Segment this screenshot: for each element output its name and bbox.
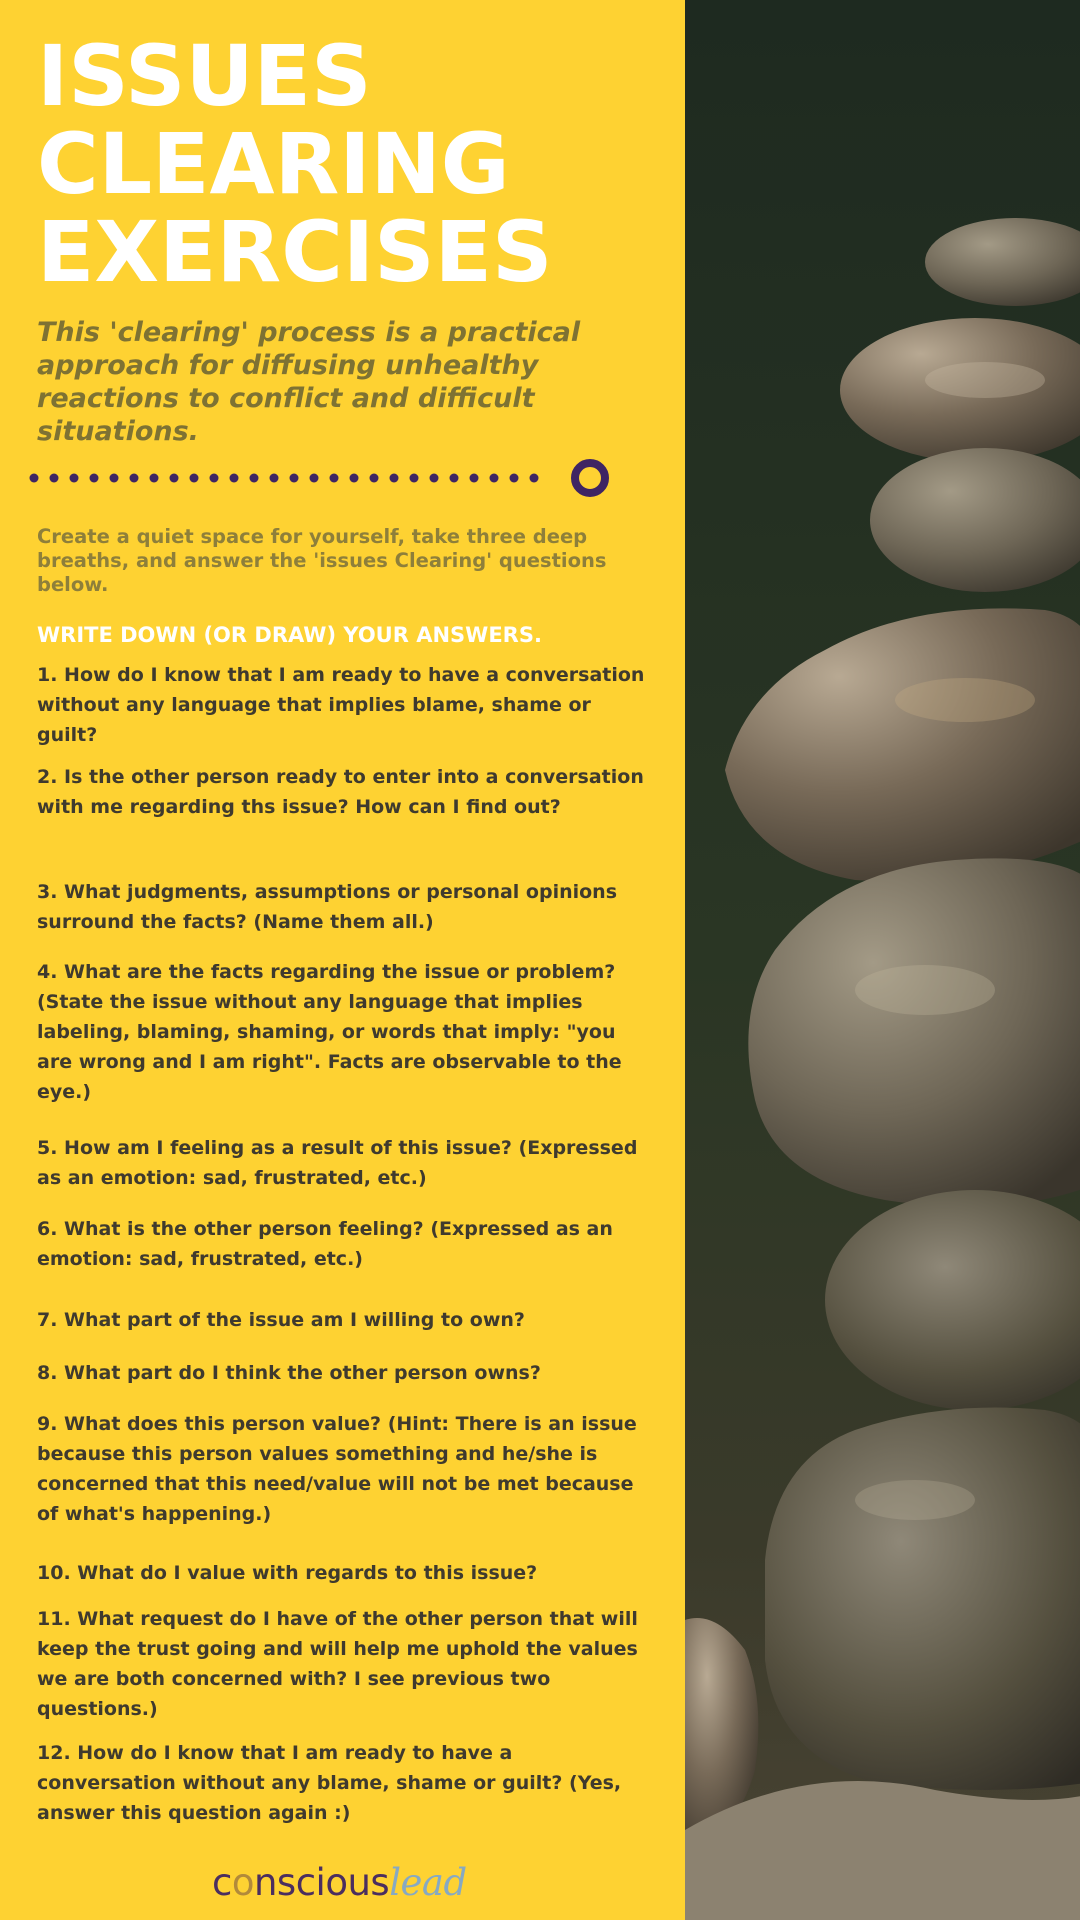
question-1: 1. How do I know that I am ready to have a conversation without any language that implies blame, shame or guilt? — [37, 664, 645, 746]
question-2: 2. Is the other person ready to enter into a conversation with me regarding ths issue? How can I find out? — [37, 766, 644, 818]
question-8: 8. What part do I think the other person owns? — [37, 1362, 541, 1384]
divider-dot — [270, 474, 279, 483]
title-line-1: ISSUES — [37, 27, 372, 125]
consciouslead-logo — [212, 1858, 467, 1908]
question-9: 9. What does this person value? (Hint: There is an issue because this person values something and he/she is concerned that this need/value will not be met because of what's happening.) — [37, 1413, 637, 1525]
divider-dot — [130, 474, 139, 483]
instruction-heading: WRITE DOWN (OR DRAW) YOUR ANSWERS. — [37, 623, 542, 647]
logo-text-nscious: nscious — [253, 1861, 390, 1904]
divider-dot — [190, 474, 199, 483]
intro-text: Create a quiet space for yourself, take three deep breaths, and answer the 'issues Clearing' questions below. — [37, 525, 607, 596]
question-10: 10. What do I value with regards to this issue? — [37, 1562, 538, 1584]
dotted-divider — [28, 458, 613, 498]
subtitle: This 'clearing' process is a practical approach for diffusing unhealthy reactions to conflict and difficult situations. — [37, 317, 581, 447]
divider-dot — [430, 474, 439, 483]
divider-dot — [450, 474, 459, 483]
divider-dot — [330, 474, 339, 483]
question-3: 3. What judgments, assumptions or personal opinions surround the facts? (Name them all.) — [37, 881, 618, 933]
divider-dot — [350, 474, 359, 483]
divider-dots — [30, 474, 539, 483]
stacked-stones-image — [685, 0, 1080, 1920]
divider-dot — [390, 474, 399, 483]
divider-dot — [530, 474, 539, 483]
page-title — [37, 27, 657, 301]
title-line-2: CLEARING — [37, 115, 510, 213]
question-5: 5. How am I feeling as a result of this issue? (Expressed as an emotion: sad, frustrated, etc.) — [37, 1137, 638, 1189]
question-11: 11. What request do I have of the other person that will keep the trust going and will help me uphold the values we are both concerned with? I see previous two questions.) — [37, 1608, 638, 1720]
logo-text-c: c — [212, 1861, 232, 1904]
divider-dot — [230, 474, 239, 483]
divider-dot — [210, 474, 219, 483]
logo-text-lead: lead — [389, 1861, 467, 1904]
divider-dot — [290, 474, 299, 483]
divider-dot — [370, 474, 379, 483]
stones-illustration — [685, 0, 1080, 1920]
divider-dot — [150, 474, 159, 483]
divider-dot — [170, 474, 179, 483]
question-7: 7. What part of the issue am I willing to own? — [37, 1309, 525, 1331]
divider-dot — [50, 474, 59, 483]
question-6: 6. What is the other person feeling? (Expressed as an emotion: sad, frustrated, etc.) — [37, 1218, 613, 1270]
divider-dot — [110, 474, 119, 483]
logo-text-o: o — [231, 1861, 254, 1904]
divider-ring-icon — [575, 463, 605, 493]
divider-dot — [470, 474, 479, 483]
divider-dot — [490, 474, 499, 483]
divider-dot — [310, 474, 319, 483]
divider-dot — [70, 474, 79, 483]
question-12: 12. How do I know that I am ready to have a conversation without any blame, shame or guilt? (Yes, answer this question again :) — [37, 1742, 622, 1824]
divider-dot — [30, 474, 39, 483]
divider-dot — [90, 474, 99, 483]
title-line-3: EXERCISES — [37, 203, 553, 301]
question-4: 4. What are the facts regarding the issue or problem? (State the issue without any language that implies labeling, blaming, shaming, or words that imply: "you are wrong and I am right". Facts are observable to the eye.) — [37, 961, 622, 1103]
divider-dot — [410, 474, 419, 483]
divider-dot — [510, 474, 519, 483]
divider-dot — [250, 474, 259, 483]
